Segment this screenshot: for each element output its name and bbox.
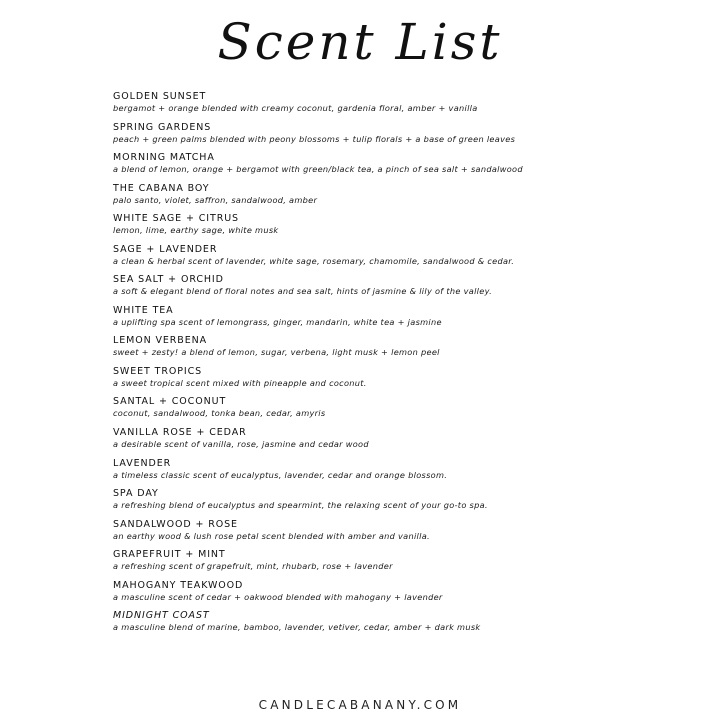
scent-description: a blend of lemon, orange + bergamot with green/black tea, a pinch of sea salt + sandalwood <box>113 164 523 175</box>
scent-name: SAGE + LAVENDER <box>113 243 218 255</box>
scent-description: a masculine blend of marine, bamboo, lavender, vetiver, cedar, amber + dark musk <box>113 622 481 633</box>
scent-description: a sweet tropical scent mixed with pineapple and coconut. <box>113 377 367 388</box>
scent-item <box>113 243 703 274</box>
scent-name: SANDALWOOD + ROSE <box>113 518 238 530</box>
scent-name: SWEET TROPICS <box>113 365 203 377</box>
scent-description: a refreshing scent of grapefruit, mint, rhubarb, rose + lavender <box>113 561 393 572</box>
scent-description: a uplifting spa scent of lemongrass, ginger, mandarin, white tea + jasmine <box>113 316 442 327</box>
scent-item <box>113 395 703 426</box>
scent-item <box>113 90 703 121</box>
scent-description: peach + green palms blended with peony blossoms + tulip florals + a base of green leaves <box>113 133 516 144</box>
scent-name: MAHOGANY TEAKWOOD <box>113 579 244 591</box>
scent-name: MIDNIGHT COAST <box>113 610 210 622</box>
scent-item <box>113 182 703 213</box>
scent-description: a desirable scent of vanilla, rose, jasmine and cedar wood <box>113 439 369 450</box>
scent-item <box>113 426 703 457</box>
scent-name: GOLDEN SUNSET <box>113 91 207 102</box>
scent-description: a masculine scent of cedar + oakwood blended with mahogany + lavender <box>113 591 443 602</box>
scent-name: SEA SALT + ORCHID <box>113 274 224 286</box>
scent-item <box>113 212 703 243</box>
scent-description: coconut, sandalwood, tonka bean, cedar, amyris <box>113 408 326 419</box>
scent-name: LEMON VERBENA <box>113 335 208 347</box>
scent-name: SPA DAY <box>113 488 159 500</box>
scent-name: SANTAL + COCONUT <box>113 396 227 408</box>
scent-description: a refreshing blend of eucalyptus and spearmint, the relaxing scent of your go-to spa. <box>113 500 488 511</box>
website-url: CANDLECABANANY.COM <box>258 698 462 712</box>
scent-name: WHITE SAGE + CITRUS <box>113 213 239 225</box>
scent-item <box>113 273 703 304</box>
scent-item <box>113 487 703 518</box>
scent-item <box>113 365 703 396</box>
scent-item <box>113 304 703 335</box>
scent-description: lemon, lime, earthy sage, white musk <box>113 225 279 236</box>
scent-name: MORNING MATCHA <box>113 152 215 164</box>
scent-item <box>113 334 703 365</box>
scent-description: palo santo, violet, saffron, sandalwood, amber <box>113 194 318 205</box>
scent-name: VANILLA ROSE + CEDAR <box>113 427 247 439</box>
scent-item <box>113 457 703 488</box>
scent-name: WHITE TEA <box>113 304 174 316</box>
scent-item <box>113 151 703 182</box>
scent-description: sweet + zesty! a blend of lemon, sugar, verbena, light musk + lemon peel <box>113 347 440 358</box>
scent-name: SPRING GARDENS <box>113 121 212 133</box>
scent-description: a timeless classic scent of eucalyptus, lavender, cedar and orange blossom. <box>113 469 448 480</box>
scent-name: GRAPEFRUIT + MINT <box>113 549 226 561</box>
scent-name: THE CABANA BOY <box>113 182 210 194</box>
scent-item <box>113 121 703 152</box>
scent-item <box>113 609 703 640</box>
page-title: Scent List <box>217 13 503 71</box>
scent-description: a clean & herbal scent of lavender, white sage, rosemary, chamomile, sandalwood & cedar. <box>113 255 515 266</box>
scent-list <box>113 90 703 640</box>
scent-item <box>113 518 703 549</box>
scent-description: a soft & elegant blend of floral notes and sea salt, hints of jasmine & lily of the valley. <box>113 286 492 297</box>
scent-item <box>113 579 703 610</box>
scent-name: LAVENDER <box>113 457 172 469</box>
scent-item <box>113 548 703 579</box>
scent-description: bergamot + orange blended with creamy coconut, gardenia floral, amber + vanilla <box>113 103 478 113</box>
scent-description: an earthy wood & lush rose petal scent blended with amber and vanilla. <box>113 530 430 541</box>
